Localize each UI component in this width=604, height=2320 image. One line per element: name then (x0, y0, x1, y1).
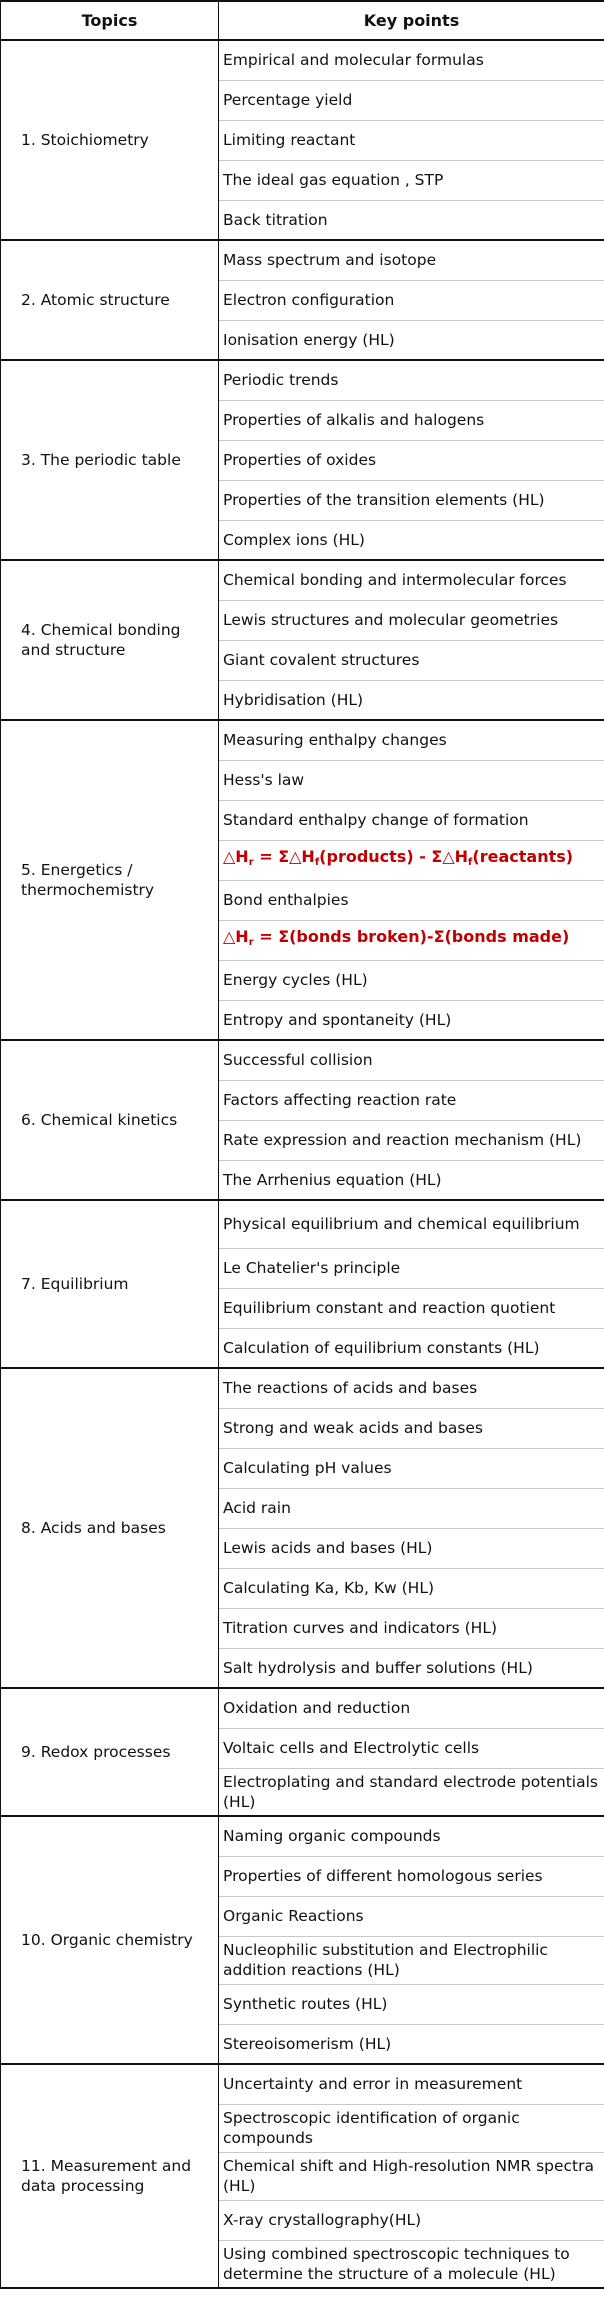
table-row (1, 560, 604, 600)
table-row (1, 1040, 604, 1080)
table-row (1, 720, 604, 760)
topic-cell: 2. Atomic structure (1, 240, 219, 360)
key-point-cell: Properties of different homologous series (219, 1856, 604, 1896)
key-point-cell: Le Chatelier's principle (219, 1248, 604, 1288)
key-point-cell: Spectroscopic identification of organic compounds (219, 2104, 604, 2152)
key-point-cell: Calculating Ka, Kb, Kw (HL) (219, 1568, 604, 1608)
table-row (1, 1688, 604, 1728)
key-point-cell: Calculating pH values (219, 1448, 604, 1488)
key-point-cell: Calculation of equilibrium constants (HL) (219, 1328, 604, 1368)
key-point-cell: Physical equilibrium and chemical equilibrium (219, 1200, 604, 1248)
topic-cell: 11. Measurement and data processing (1, 2064, 219, 2288)
key-point-cell: Mass spectrum and isotope (219, 240, 604, 280)
header-row (1, 1, 604, 40)
key-point-cell: Hess's law (219, 760, 604, 800)
formula-bond-enthalpy: $\triangle H_r$ = Σ(bonds broken)-Σ(bonds made) (223, 927, 570, 948)
topic-cell: 10. Organic chemistry (1, 1816, 219, 2064)
key-point-cell: Oxidation and reduction (219, 1688, 604, 1728)
formula-cell (219, 920, 604, 960)
key-point-cell: Factors affecting reaction rate (219, 1080, 604, 1120)
key-point-cell: Ionisation energy (HL) (219, 320, 604, 360)
key-point-cell: X-ray crystallography(HL) (219, 2200, 604, 2240)
topic-cell: 9. Redox processes (1, 1688, 219, 1816)
table-row (1, 240, 604, 280)
key-point-cell: Back titration (219, 200, 604, 240)
topic-cell: 1. Stoichiometry (1, 40, 219, 240)
table-row (1, 1368, 604, 1408)
key-point-cell: Chemical bonding and intermolecular forces (219, 560, 604, 600)
key-point-cell: Synthetic routes (HL) (219, 1984, 604, 2024)
topic-cell: 3. The periodic table (1, 360, 219, 560)
table-row (1, 2064, 604, 2104)
topic-cell: 5. Energetics / thermochemistry (1, 720, 219, 1040)
key-point-cell: Complex ions (HL) (219, 520, 604, 560)
key-point-cell: Standard enthalpy change of formation (219, 800, 604, 840)
table-row (1, 1200, 604, 1248)
table-row (1, 360, 604, 400)
key-point-cell: Titration curves and indicators (HL) (219, 1608, 604, 1648)
key-point-cell: The reactions of acids and bases (219, 1368, 604, 1408)
key-point-cell: Salt hydrolysis and buffer solutions (HL) (219, 1648, 604, 1688)
key-point-cell: Entropy and spontaneity (HL) (219, 1000, 604, 1040)
key-point-cell: Empirical and molecular formulas (219, 40, 604, 80)
table-body (1, 40, 604, 2288)
key-point-cell: Stereoisomerism (HL) (219, 2024, 604, 2064)
formula-cell (219, 840, 604, 880)
key-point-cell: Electroplating and standard electrode potentials (HL) (219, 1768, 604, 1816)
key-point-cell: Properties of alkalis and halogens (219, 400, 604, 440)
key-point-cell: Naming organic compounds (219, 1816, 604, 1856)
key-point-cell: Strong and weak acids and bases (219, 1408, 604, 1448)
key-point-cell: Properties of the transition elements (HL) (219, 480, 604, 520)
topic-cell: 8. Acids and bases (1, 1368, 219, 1688)
key-point-cell: The ideal gas equation , STP (219, 160, 604, 200)
key-point-cell: Organic Reactions (219, 1896, 604, 1936)
key-point-cell: Limiting reactant (219, 120, 604, 160)
key-point-cell: Bond enthalpies (219, 880, 604, 920)
table-row (1, 40, 604, 80)
key-point-cell: Lewis acids and bases (HL) (219, 1528, 604, 1568)
key-point-cell: Giant covalent structures (219, 640, 604, 680)
key-point-cell: Acid rain (219, 1488, 604, 1528)
key-point-cell: Energy cycles (HL) (219, 960, 604, 1000)
key-point-cell: Percentage yield (219, 80, 604, 120)
header-topics: Topics (1, 1, 219, 40)
formula-enthalpy-products-reactants: $\triangle H_r$ = $\Sigma\triangle H_f(products)$ - $\Sigma\triangle H_f(reactants)$ (223, 847, 574, 868)
table-row (1, 1816, 604, 1856)
key-point-cell: Using combined spectroscopic techniques to determine the structure of a molecule (HL) (219, 2240, 604, 2288)
key-point-cell: The Arrhenius equation (HL) (219, 1160, 604, 1200)
key-point-cell: Uncertainty and error in measurement (219, 2064, 604, 2104)
key-point-cell: Measuring enthalpy changes (219, 720, 604, 760)
key-point-cell: Properties of oxides (219, 440, 604, 480)
key-point-cell: Lewis structures and molecular geometries (219, 600, 604, 640)
key-point-cell: Successful collision (219, 1040, 604, 1080)
key-point-cell: Rate expression and reaction mechanism (HL) (219, 1120, 604, 1160)
header-key-points: Key points (219, 1, 604, 40)
key-point-cell: Electron configuration (219, 280, 604, 320)
topic-cell: 6. Chemical kinetics (1, 1040, 219, 1200)
topic-cell: 7. Equilibrium (1, 1200, 219, 1368)
key-point-cell: Voltaic cells and Electrolytic cells (219, 1728, 604, 1768)
key-point-cell: Hybridisation (HL) (219, 680, 604, 720)
key-point-cell: Periodic trends (219, 360, 604, 400)
key-point-cell: Nucleophilic substitution and Electrophilic addition reactions (HL) (219, 1936, 604, 1984)
key-point-cell: Chemical shift and High-resolution NMR spectra (HL) (219, 2152, 604, 2200)
key-point-cell: Equilibrium constant and reaction quotient (219, 1288, 604, 1328)
topic-cell: 4. Chemical bonding and structure (1, 560, 219, 720)
